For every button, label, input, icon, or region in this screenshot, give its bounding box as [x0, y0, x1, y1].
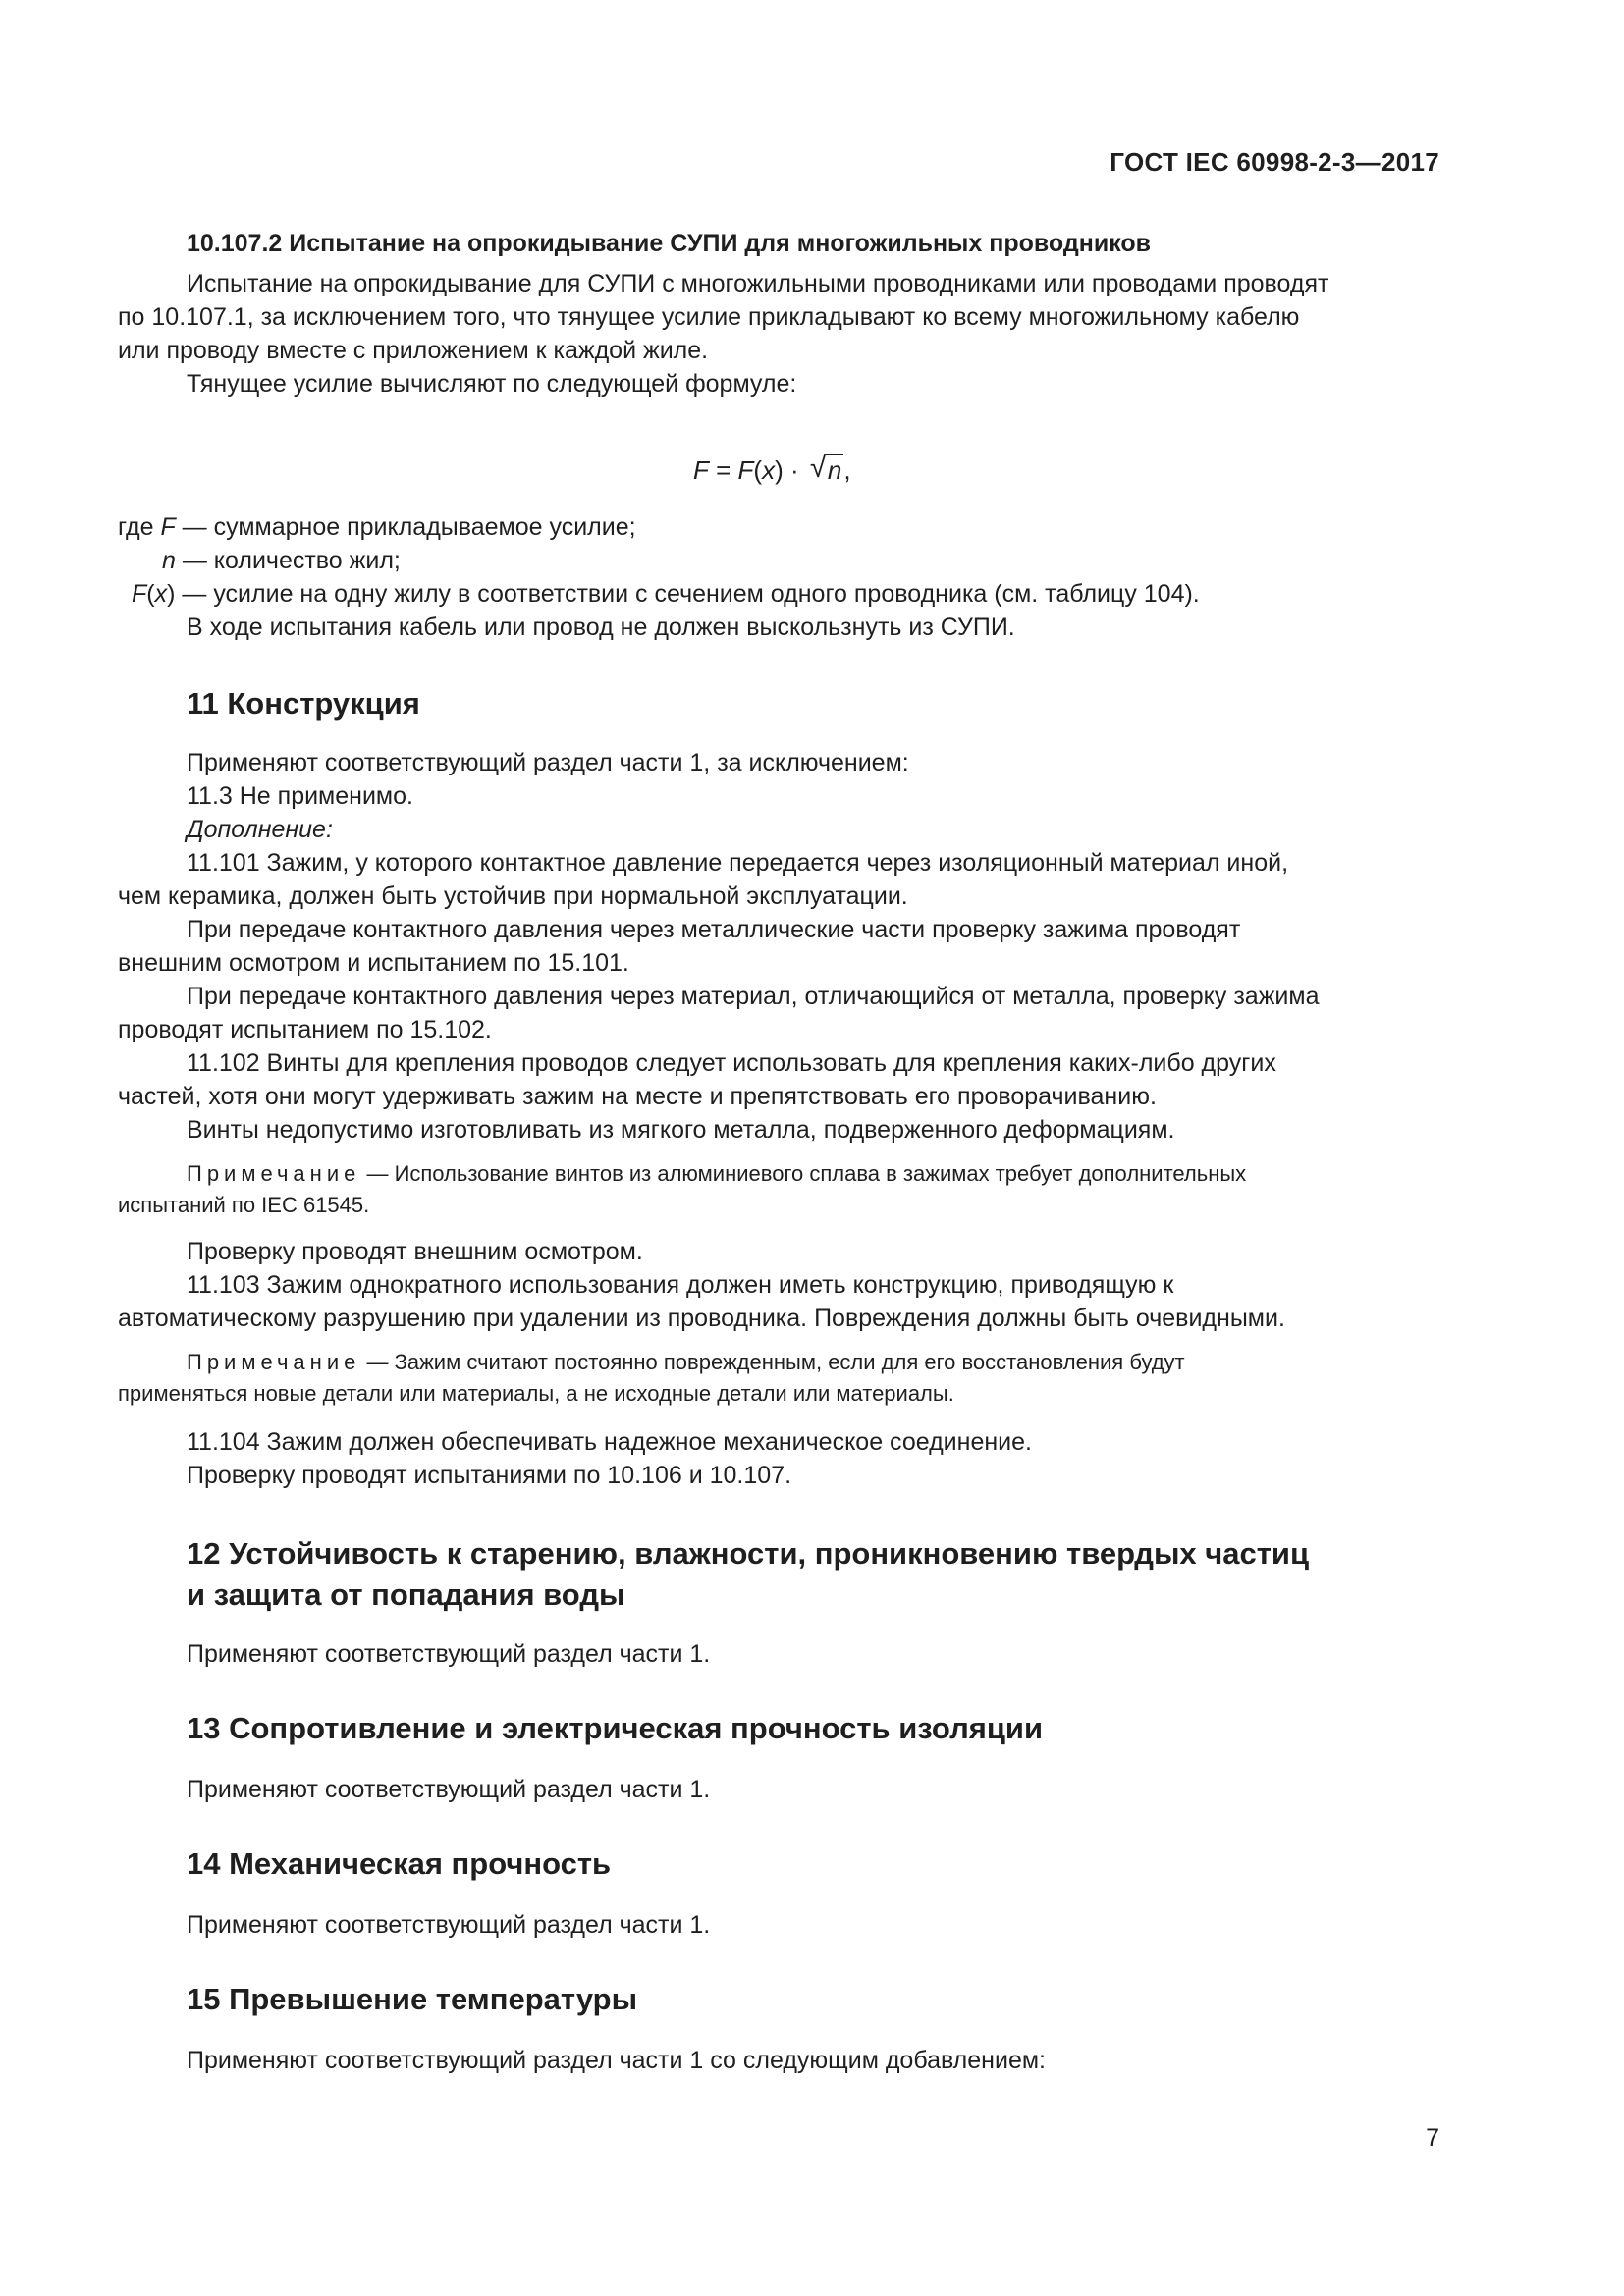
- text-line: Винты недопустимо изготовливать из мягкого металла, подверженного деформациям.: [187, 1116, 1175, 1144]
- section-11-body-end: [118, 1425, 1437, 1492]
- section-heading-11: 11 Конструкция: [187, 686, 420, 721]
- section-11-body: [118, 746, 1437, 1147]
- text-line: Применяют соответствующий раздел части 1, за исключением:: [187, 749, 909, 776]
- text-line: 11.101 Зажим, у которого контактное давление передается через изоляционный материал иной,: [187, 849, 1289, 877]
- where-line-3: F(x) — усилие на одну жилу в соответствии с сечением одного проводника (см. таблицу 104).: [132, 580, 1200, 608]
- text-line: Применяют соответствующий раздел части 1.: [187, 1640, 711, 1668]
- text-line: При передаче контактного давления через металлические части проверку зажима проводят: [187, 916, 1241, 943]
- square-root-symbol: √ n: [809, 452, 842, 485]
- section-heading-14: 14 Механическая прочность: [187, 1846, 612, 1881]
- page-number: 7: [1426, 2124, 1439, 2152]
- where-block: [118, 510, 1437, 644]
- text-line: Проверку проводят испытаниями по 10.106 и 10.107.: [187, 1462, 792, 1489]
- document-header: ГОСТ IEC 60998-2-3—2017: [1110, 147, 1439, 177]
- text-line: Применяют соответствующий раздел части 1 со следующим добавлением:: [187, 2047, 1046, 2074]
- section-heading-13: 13 Сопротивление и электрическая прочность изоляции: [187, 1711, 1044, 1745]
- text-line: по 10.107.1, за исключением того, что тянущее усилие прикладывают ко всему многожильному кабелю: [118, 303, 1300, 331]
- formula-lhs: F: [693, 455, 709, 485]
- text-line: Проверку проводят внешним осмотром.: [187, 1238, 643, 1265]
- text-line: При передаче контактного давления через материал, отличающийся от металла, проверку зажима: [187, 983, 1320, 1010]
- text-line: Применяют соответствующий раздел части 1.: [187, 1776, 711, 1803]
- text-line: Применяют соответствующий раздел части 1.: [187, 1911, 711, 1939]
- formula-fx: F: [737, 455, 754, 485]
- text-line: Тянущее усилие вычисляют по следующей формуле:: [187, 370, 797, 398]
- formula-x: x: [762, 455, 776, 485]
- text-line: Испытание на опрокидывание для СУПИ с многожильными проводниками или проводами проводят: [187, 270, 1329, 297]
- note-1: [118, 1158, 1437, 1221]
- text-line: Дополнение:: [187, 816, 333, 843]
- section-13-body: [118, 1773, 1437, 1806]
- text-line: проводят испытанием по 15.102.: [118, 1016, 492, 1043]
- formula: F = F(x) · √ n,: [693, 452, 851, 485]
- note-line: испытаний по IEC 61545.: [118, 1193, 370, 1217]
- note-2: [118, 1347, 1437, 1410]
- section-heading-12: 12 Устойчивость к старению, влажности, проникновению твердых частиц и защита от попадания воды: [187, 1536, 1310, 1612]
- subsection-heading-10-107-2: 10.107.2 Испытание на опрокидывание СУПИ для многожильных проводников: [187, 230, 1152, 257]
- note-line: Примечание — Использование винтов из алюминиевого сплава в зажимах требует дополнительных: [187, 1161, 1247, 1186]
- text-line: 11.102 Винты для крепления проводов следует использовать для крепления каких-либо других: [187, 1049, 1276, 1077]
- formula-dot: ·: [783, 455, 806, 485]
- note-label: Примечание: [187, 1350, 361, 1374]
- formula-eq: =: [708, 455, 738, 485]
- paragraph-10-107-2-body: [118, 267, 1437, 400]
- text-line: чем керамика, должен быть устойчив при нормальной эксплуатации.: [118, 882, 908, 910]
- text-line: 11.103 Зажим однократного использования должен иметь конструкцию, приводящую к: [187, 1271, 1174, 1299]
- where-line-1: где F — суммарное прикладываемое усилие;: [118, 513, 636, 541]
- section-11-body-continued: [118, 1235, 1437, 1335]
- section-14-body: [118, 1908, 1437, 1942]
- note-line: применяться новые детали или материалы, а не исходные детали или материалы.: [118, 1381, 954, 1406]
- where-line-2: n — количество жил;: [162, 547, 401, 574]
- text-line: частей, хотя они могут удерживать зажим на месте и препятствовать его проворачиванию.: [118, 1083, 1157, 1110]
- note-line: Примечание — Зажим считают постоянно поврежденным, если для его восстановления будут: [187, 1350, 1185, 1374]
- text-line: 11.3 Не применимо.: [187, 782, 413, 810]
- section-heading-15: 15 Превышение температуры: [187, 1982, 638, 2016]
- text-line: 11.104 Зажим должен обеспечивать надежное механическое соединение.: [187, 1428, 1032, 1456]
- text-line: внешним осмотром и испытанием по 15.101.: [118, 949, 629, 977]
- section-15-body: [118, 2044, 1437, 2077]
- text-line: или проводу вместе с приложением к каждой жиле.: [118, 337, 709, 364]
- text-line: автоматическому разрушению при удалении из проводника. Повреждения должны быть очевидными.: [118, 1305, 1285, 1332]
- formula-n: n: [827, 455, 842, 485]
- note-label: Примечание: [187, 1161, 361, 1186]
- text-line: В ходе испытания кабель или провод не должен выскользнуть из СУПИ.: [187, 614, 1015, 641]
- section-12-body: [118, 1637, 1437, 1671]
- formula-comma: ,: [843, 455, 851, 485]
